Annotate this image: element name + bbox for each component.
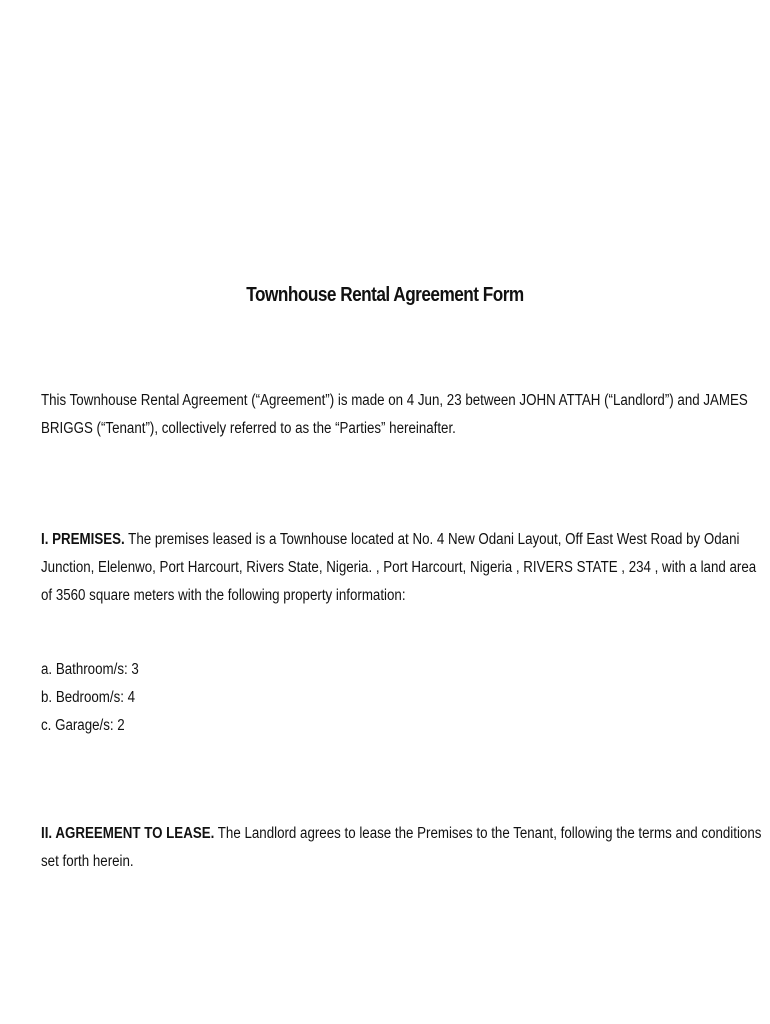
intro-line-1: This Townhouse Rental Agreement (“Agreement”) is made on 4 Jun, 23 between JOHN ATTAH (“Landlord”) and JAMES — [41, 392, 748, 409]
agreement-to-lease-section — [41, 820, 762, 876]
feature-garages: c. Garage/s: 2 — [41, 717, 125, 734]
premises-heading: I. PREMISES. — [41, 531, 125, 548]
agreement-text-1: The Landlord agrees to lease the Premises to the Tenant, following the terms and conditions — [214, 825, 762, 842]
intro-paragraph — [41, 387, 748, 443]
premises-line-2: Junction, Elelenwo, Port Harcourt, Rivers State, Nigeria. , Port Harcourt, Nigeria , RIVERS STATE , 234 , with a land area — [41, 559, 757, 576]
agreement-heading: II. AGREEMENT TO LEASE. — [41, 825, 215, 842]
document-title: Townhouse Rental Agreement Form — [246, 284, 524, 306]
premises-section — [41, 526, 757, 610]
feature-bedrooms: b. Bedroom/s: 4 — [41, 689, 136, 706]
premises-text-1: The premises leased is a Townhouse located at No. 4 New Odani Layout, Off East West Road by Odani — [124, 531, 740, 548]
agreement-line-1 — [41, 820, 762, 848]
property-features-list — [41, 656, 139, 740]
intro-line-2: BRIGGS (“Tenant”), collectively referred to as the “Parties” hereinafter. — [41, 420, 456, 437]
agreement-line-2: set forth herein. — [41, 853, 134, 870]
premises-line-1 — [41, 526, 740, 554]
feature-bathrooms: a. Bathroom/s: 3 — [41, 661, 139, 678]
premises-line-3: of 3560 square meters with the following property information: — [41, 587, 406, 604]
